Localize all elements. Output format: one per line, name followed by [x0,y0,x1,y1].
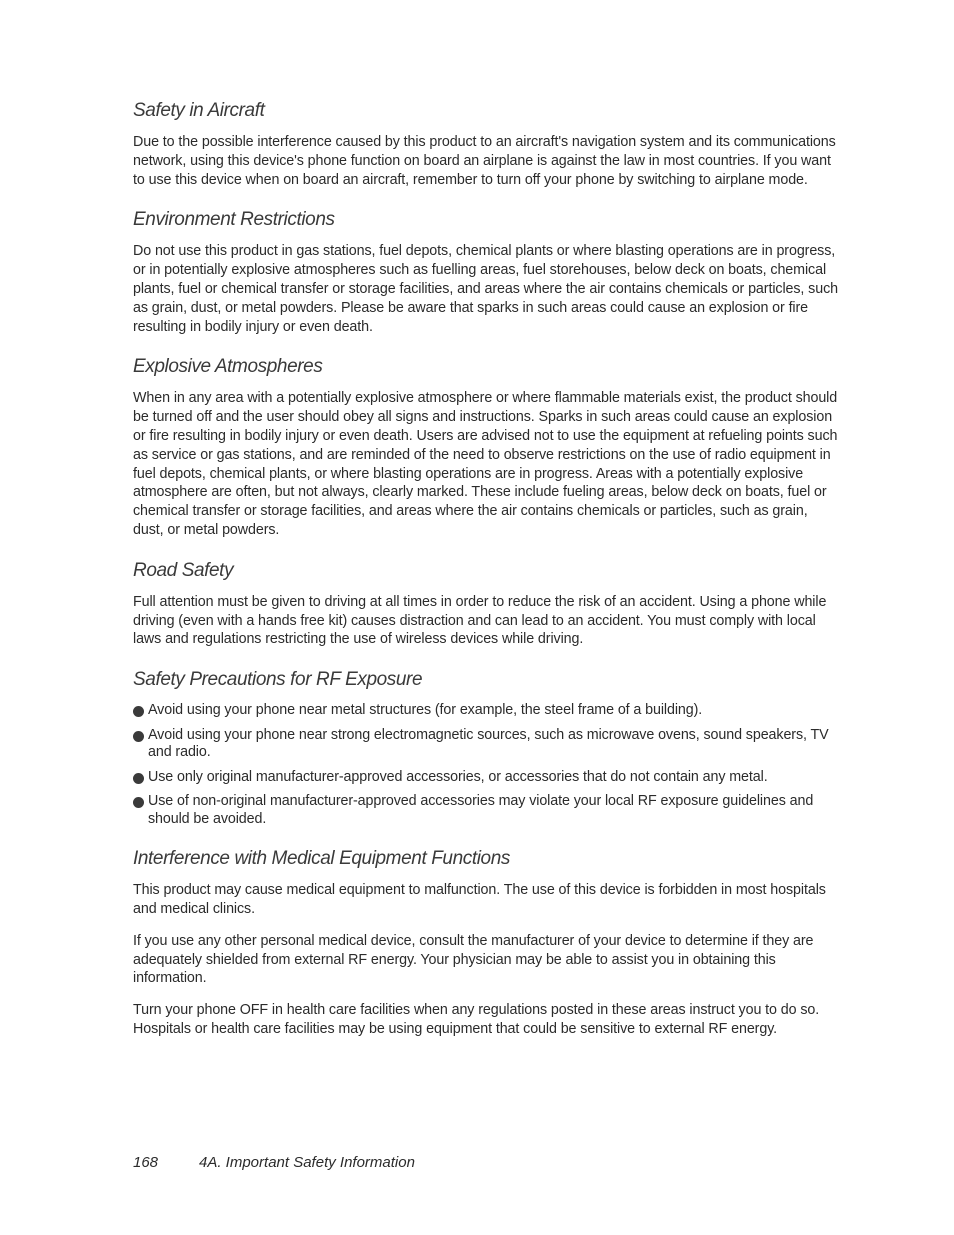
section-road-safety [133,558,840,649]
section-rf-exposure [133,667,840,828]
section-medical-equipment [133,846,840,1039]
section-heading: Safety in Aircraft [133,100,265,121]
section-paragraph: If you use any other personal medical device, consult the manufacturer of your device to determine if they are adequately shielded from external RF energy. Your physician may be able to assist you in obtaining this information. [133,932,814,987]
section-heading: Safety Precautions for RF Exposure [133,669,423,691]
bullet-text: Avoid using your phone near strong electromagnetic sources, such as microwave ovens, sound speakers, TV and radio. [148,726,829,761]
bullet-text: Use only original manufacturer-approved accessories, or accessories that do not contain any metal. [148,768,768,785]
section-heading: Interference with Medical Equipment Functions [133,848,510,870]
section-heading: Environment Restrictions [133,209,335,231]
bullet-item [133,702,840,720]
section-paragraph: When in any area with a potentially explosive atmosphere or where flammable materials exist, the product should be turned off and the user should obey all signs and instructions. Sparks in such areas could cause an explosion or fire resulting in bodily injury or even death. Users are advised not to use the equipment at refueling points such as service or gas stations, and are reminded of the need to observe restrictions on the use of radio equipment in fuel depots, chemical plants, or where blasting operations are in progress. Areas with a potentially explosive atmosphere are often, but not always, clearly marked. These include fueling areas, below deck on boats, fuel or chemical transfer or storage facilities, and areas where the air contains chemicals or particles, such as grain, dust, or metal powders. [133,390,838,538]
section-paragraph: This product may cause medical equipment to malfunction. The use of this device is forbidden in most hospitals and medical clinics. [133,882,826,917]
bullet-dot-icon [133,773,144,784]
section-safety-in-aircraft [133,98,840,189]
page-footer [133,1154,415,1171]
bullet-dot-icon [133,731,144,742]
bullet-dot-icon [133,706,144,717]
section-heading: Road Safety [133,559,234,581]
section-heading: Explosive Atmospheres [133,356,323,378]
bullet-text: Use of non-original manufacturer-approved accessories may violate your local RF exposure guidelines and should be avoided. [148,793,814,827]
bullet-dot-icon [133,797,144,808]
chapter-title: 4A. Important Safety Information [199,1154,415,1171]
section-explosive-atmospheres [133,354,840,539]
bullet-list [133,702,840,828]
section-environment-restrictions [133,207,840,336]
section-paragraph: Do not use this product in gas stations, fuel depots, chemical plants or where blasting operations are in progress, or in potentially explosive atmospheres such as fuelling areas, fuel storehouses, below deck on boats, chemical plants, fuel or chemical transfer or storage facilities, and areas where the air contains chemicals or particles, such as grain, dust, or metal powders. Please be aware that sparks in such areas could cause an explosion or fire resulting in bodily injury or even death. [133,243,838,335]
section-paragraph: Due to the possible interference caused by this product to an aircraft's navigation system and its communications network, using this device's phone function on board an airplane is against the law in most countries. If you want to use this device when on board an aircraft, remember to turn off your phone by switching to airplane mode. [133,134,836,188]
page-content [133,98,840,1039]
page-number: 168 [133,1154,159,1171]
section-paragraph: Turn your phone OFF in health care facilities when any regulations posted in these areas instruct you to do so. Hospitals or health care facilities may be using equipment that could be sensitive to external RF energy. [133,1002,820,1037]
bullet-item [133,769,840,787]
bullet-item [133,793,840,828]
bullet-text: Avoid using your phone near metal structures (for example, the steel frame of a building). [148,702,703,719]
bullet-item [133,727,840,762]
section-paragraph: Full attention must be given to driving at all times in order to reduce the risk of an accident. Using a phone while driving (even with a hands free kit) causes distraction and can lead to an accident. You must comply with local laws and regulations restricting the use of wireless devices while driving. [133,593,827,648]
